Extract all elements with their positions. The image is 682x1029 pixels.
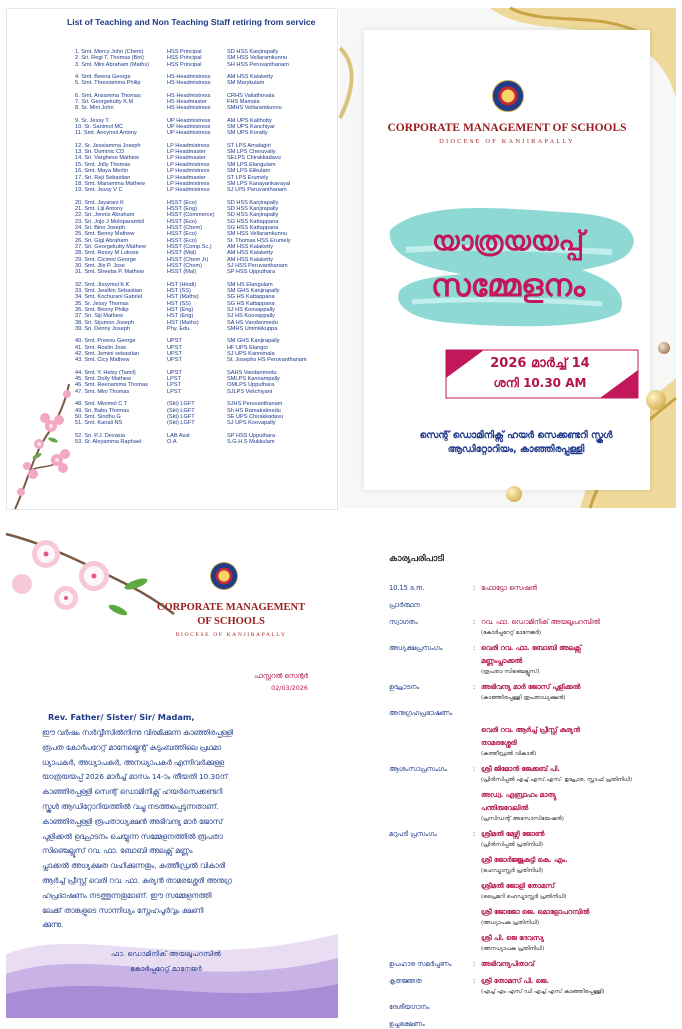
programme-speaker: വെരി റവ. ഫാ. ബോബി അലക്സ് [481,644,582,652]
programme-separator: : [473,977,476,985]
letter-body-line: ആർച്ച് പ്രീസ്റ്റ് വെരി റവ. ഫാ. കുര്യൻ താമരശ്ശേരി അനുഗ്ര [42,875,232,885]
staff-designation: HST (Hindi) [167,281,197,288]
staff-row [75,105,335,111]
staff-name: 14. Sri. Varghese Mathew [75,155,139,162]
staff-row [75,187,335,193]
staff-name: 1. Smt. Mercy John (Chem) [75,49,144,55]
staff-name: 24. Sri. Bino Joseph [75,224,126,231]
staff-school: SM LPS Elikulam [227,168,271,175]
programme-role: അധ്യക്ഷപ്രസംഗം [389,644,443,652]
programme-speaker: ശ്രീ ജോർജ്ജുകുട്ടി കെ. എം. [481,856,568,864]
programme-role: ആശംസാപ്രസംഗം [389,765,447,773]
staff-school: SJ HS Koovappally [227,313,275,320]
staff-name: 5. Smt. Thresiamma Philip [75,80,141,87]
staff-name: 36. Smt. Benny Philip [75,307,129,314]
staff-name: 41. Smt. Roslin Jose [75,344,127,351]
staff-school: SA HS Vandanmedu [227,319,278,326]
staff-school: SJ HS Koovappally [227,307,275,314]
programme-speaker: ശ്രീ ജിമോൻ ജേക്കബ് പി. [481,765,560,773]
staff-row [75,62,335,68]
staff-designation: (Skt) LGFT [167,401,195,408]
staff-school: AM HSS Kalaketty [227,256,274,263]
staff-school: AM HSS Kalaketty [227,250,274,257]
staff-school: SJ HSS Peruvanthanam [227,262,288,269]
staff-school: SM LPS Kanayankavayal [227,180,291,187]
programme-role: കൃതജ്ഞത [389,977,422,985]
programme-speaker: അഡ്വ. എബ്രാഹം മാത്യു [481,791,557,799]
programme-speaker: ശ്രീ തോമസ് പി. ജെ. [481,977,549,985]
staff-school: SM GHS Kanjirapally [227,338,280,345]
staff-designation: LP Headmistress [167,168,210,175]
staff-name: 8. Sr. Mini John [75,105,114,112]
staff-school: SM HSS Vellaramkunnu [227,231,288,238]
staff-name: 45. Smt. Dolly Mathew [75,376,131,383]
staff-name: 39. Sri. Denny Joseph [75,326,131,333]
staff-name: 51. Smt. Kairali NS [75,420,123,427]
staff-name: 47. Smt. Mini Thomas [75,388,130,395]
staff-designation: LP Headmaster [167,174,206,181]
letter-body-line: ഈ വർഷം സർവ്വീസിൽനിന്നു വിരമിക്കുന്ന കാഞ്ഞിരപ്പള്ളി [42,728,233,737]
staff-designation: HSST (Eco) [167,237,197,244]
gold-bead-icon [646,390,666,410]
letter-body-line: യാത്രയയപ്പ് 2026 മാർച്ച് മാസം 14-ാം തീയതി 10.30ന് [42,772,228,782]
staff-name: 15. Smt. Jolly Thomas [75,161,131,168]
diocese-seal-icon [210,562,238,590]
staff-school: SE UPS Chirakkadavu [227,413,284,420]
signatory-title: കോർപ്പറേറ്റ് മാനേജർ [130,964,202,973]
staff-name: 52. Sri. P.J. Devasia [75,432,125,439]
letter-body [42,726,312,933]
event-venue: സെന്റ് ഡൊമിനിക്സ് ഹയർ സെക്കണ്ടറി സ്കൂൾ [419,430,613,441]
programme-separator: : [473,584,476,592]
programme-speaker-note: (പ്രൈമറി ഹെഡ്മാസ്റ്റർ പ്രതിനിധി) [481,894,567,900]
staff-school: SMHS Vellaramkunnu [227,105,282,112]
programme-speaker: അഭിവന്ദ്യ മാർ ജോസ് പുളിക്കൽ [481,683,581,691]
staff-school: SM GHS Kanjirapally [227,288,280,294]
staff-school: SM HSS Vellaramkunnu [227,55,288,62]
staff-school: SM UPS Kanchiyar [227,124,275,131]
programme-speaker-note: (രൂപതാ സിഞ്ചെല്ലൂസ്) [481,669,540,675]
staff-school: SJ UPS Kannimala [227,351,275,358]
staff-name: 17. Sri. Reji Sebastian [75,174,131,181]
event-time: ശനി 10.30 AM [493,376,587,390]
programme-role: മറുപടി പ്രസംഗം [389,830,437,838]
staff-designation: LP Headmistress [167,161,210,168]
staff-name: 35. Sr. Jessy Thomas [75,300,129,307]
staff-designation: LP Headmistress [167,180,210,187]
programme-speaker-note: (പ്രിൻസിപ്പൽ എച്ച്.എസ്.എസ്. ഉദ്ഘാര, സ്റ്റാഫ് പ്രതിനിധി) [481,777,633,783]
staff-name: 33. Smt. Jwalkin Sebastian [75,288,143,294]
staff-row [75,326,335,332]
staff-designation: HSST (Eco) [167,218,197,225]
staff-name: 37. Sri. Siji Mathew [75,313,123,320]
cover-card [364,30,650,490]
staff-designation: HSS Principal [167,55,202,62]
programme-role: പ്രാർത്ഥന [389,601,420,609]
staff-name: 49. Sri. Babu Thomas [75,407,129,414]
letter-body-line: ധ്യാപകർ, അധ്യാപകർ, അനധ്യാപകർ എന്നിവർക്കുള്ള [42,757,224,767]
programme-role: അനുഗ്രഹപ്രഭാഷണം [389,709,453,717]
programme-speaker: ശ്രീമതി മേഴ്സി ജോൺ [481,830,545,838]
staff-school: OMLPS Upputhara [227,382,275,389]
staff-name: 20. Smt. Jayarani K [75,199,124,206]
turquoise-brush-stroke [382,190,638,340]
staff-row [75,389,335,395]
programme-speaker: ശ്രീ ജോജോ ജെ. മൊളോപറമ്പിൽ [481,908,590,916]
staff-name: 7. Sri. Georgekutty K.M [75,99,134,106]
programme-speaker-line2: മണ്ണംപ്ലാക്കൽ [481,657,523,665]
staff-school: SM HS Elangulam [227,281,273,288]
salutation: Rev. Father/ Sister/ Sir/ Madam, [48,712,195,722]
staff-name: 6. Smt. Ansamma Thomas [75,92,141,99]
staff-designation: UPST [167,369,182,376]
staff-name: 9. Sr. Jessy T. [75,117,110,124]
staff-designation: HSS Principal [167,61,202,68]
staff-name: 23. Sri. Jojo J Moloparambil [75,218,145,225]
signatory-name: ഫാ. ഡൊമിനിക് അയലൂപറമ്പിൽ [110,949,222,958]
staff-row [75,269,335,275]
staff-school: SP HSS Upputhara [227,269,276,276]
staff-name: 27. Sri. Georgekutty Mathew [75,243,146,250]
staff-name: 25. Smt. Benny Mathew [75,231,135,238]
cherry-blossom-decoration [9,374,73,514]
letter-body-line: സിഞ്ചെല്ലൂസ് റവ. ഫാ. ബോബി അലക്സ് മണ്ണം [42,846,193,856]
staff-designation: HS Headmistress [167,92,211,99]
staff-school: SD HSS Kanjirapally [227,199,279,206]
programme-speaker: വെരി റവ. ആർച്ച് പ്രീസ്റ്റ് കുര്യൻ [481,726,580,734]
staff-designation: HSST (Chem) [167,224,203,231]
staff-name: 29. Smt. Cicimol George [75,256,136,263]
staff-name: 42. Smt. Jemini sebastian [75,351,140,358]
letter-body-line: ലേക്ക് താങ്കളുടെ സാന്നിധ്യം സ്നേഹപൂർവ്വം ക്ഷണി [42,905,204,915]
staff-designation: (Skt) LGFT [167,420,195,427]
staff-designation: HST (SS) [167,288,191,294]
staff-designation: (Skt) LGFT [167,407,195,414]
staff-designation: LP Headmaster [167,149,206,156]
letter-body-line: കാഞ്ഞിരപ്പള്ളി രൂപതാധ്യക്ഷൻ അഭിവന്ദ്യ മാർ ജോസ് [42,816,223,826]
staff-row [75,420,335,426]
staff-name: 38. Sri. Sijumon Joseph [75,319,135,326]
programme-speaker-note: (പ്രസിഡന്റ് അസോസിയേഷൻ) [481,816,564,822]
staff-school: SG HSS Kattappana [227,218,279,225]
staff-name: 22. Sri. Jennis Abraham [75,212,135,219]
staff-school: SJ LPS Peruvanthanam [227,187,287,194]
programme-speaker-note: (പ്രിൻസിപ്പൽ പ്രതിനിധി) [481,842,544,848]
staff-designation: Phy. Edu. [167,326,191,333]
invitation-cover [340,8,676,508]
staff-school: CRHS Valiathovala [227,92,275,99]
staff-name: 13. Sri. Dominic CD [75,149,125,156]
staff-designation: HS Headmistress [167,105,211,112]
staff-list-title: List of Teaching and Non Teaching Staff retiring from service [67,17,316,27]
programme-speaker-line2: താമരശ്ശേരി [481,739,517,747]
staff-designation: HST (SS) [167,300,191,307]
programme-separator: : [473,644,476,652]
staff-name: 43. Smt. Cicy Mathew [75,357,130,364]
staff-name: 4. Smt. Beena George [75,74,131,81]
staff-designation: HSS Principal [167,49,202,55]
staff-name: 44. Smt. Y. Helsy (Tamil) [75,369,136,376]
staff-designation: UPST [167,338,182,345]
staff-designation: (Skt) LGFT [167,413,195,420]
diocese-seal-icon [492,80,524,112]
staff-designation: UP Headmistress [167,130,211,137]
staff-school: ST LPS Amalagiri [227,142,271,149]
programme-role: ദേശീയഗാനം [389,1003,430,1011]
programme-role: ഉദ്ഘാടനം [389,683,420,691]
staff-school: SM Marykulam [227,80,265,87]
staff-school: AM HSS Kalaketty [227,243,274,250]
staff-name: 2. Sri. Regi T. Thomas (Bot) [75,55,144,62]
staff-school: SMHS Ummikkuppa [227,326,278,333]
staff-name: 40. Smt. Preenu George [75,338,136,345]
staff-name: 30. Smt. Jils P. Jose [75,262,125,269]
staff-name: 12. Sr. Jessiamma Joseph [75,142,141,149]
staff-name: 21. Smt. Liji Antony [75,205,123,212]
org-title: CORPORATE MANAGEMENT [156,602,306,613]
gold-bead-icon [506,486,522,502]
staff-school: SMLPS Kannampally [227,376,280,383]
staff-designation: HS Headmaster [167,99,207,106]
org-title: CORPORATE MANAGEMENT OF SCHOOLS [387,122,627,134]
staff-designation: LPST [167,382,181,389]
staff-designation: UPST [167,351,182,358]
staff-name: 19. Smt. Jessy V C [75,187,123,194]
staff-school: SG HS Kattappana [227,300,275,307]
staff-school: HF UPS Elangoi [227,344,268,351]
programme-role: ഉച്ചഭക്ഷണം [389,1020,425,1028]
staff-designation: HSST (Mal) [167,269,197,276]
staff-designation: HST (Eng) [167,307,194,314]
staff-designation: UPST [167,344,182,351]
staff-name: 48. Smt. Minimol C T [75,401,128,408]
staff-designation: HST (Maths) [167,294,199,301]
staff-row [75,130,335,136]
event-title-line2: സമ്മേളനം [430,268,586,304]
staff-school: SJ UPS Koovapally [227,420,276,427]
letter-body-line: ക്കുന്നു. [42,920,64,930]
staff-school: St. Thomas HSS Erumely [227,237,291,244]
staff-school: St. Josephs HS Peruvanthanam [227,357,307,364]
staff-school: SM LPS Elangulam [227,161,276,168]
staff-designation: HSST (Comp.Sc.) [167,243,212,250]
staff-designation: HSST (Chem) [167,262,203,269]
programme-speaker-line2: പന്തിരുവേലിൽ [481,804,529,812]
staff-school: SH HSS Peruvanthanam [227,61,289,68]
programme-speaker: ശ്രീ പി. ജെ ദേവസ്യ [481,934,544,942]
staff-name: 11. Smt. Ancymol Antony [75,130,137,137]
programme-speaker: റവ. ഫാ. ഡൊമിനിക് അയലൂപറമ്പിൽ [481,618,600,626]
staff-designation: HSST (Mal) [167,250,197,257]
staff-designation: LAB Asst [167,432,190,439]
staff-school: SM UPS Koratty [227,130,268,137]
event-title-line1: യാത്രയയപ്പ് [432,226,584,257]
staff-school: AM HSS Kalaketty [227,74,274,81]
staff-school: FHS Mamala [227,99,260,106]
programme-speaker-note: (കാഞ്ഞിരപ്പള്ളി രൂപതാധ്യക്ഷൻ) [481,695,566,701]
event-venue-place: ആഡിറ്റോറിയം, കാഞ്ഞിരപ്പള്ളി [447,444,585,455]
staff-school: SELPS Chirakkadavu [227,155,281,162]
staff-school: SM LPS Cheruvally [227,149,276,156]
staff-name: 3. Smt. Mini Abraham (Maths) [75,61,149,68]
cherry-blossom-decoration [6,514,176,634]
letter-body-line: കാഞ്ഞിരപ്പള്ളി സെന്റ് ഡൊമിനിക്സ് ഹയർസെക്കണ്ടറി [42,787,223,797]
staff-designation: LPST [167,376,181,383]
letter-place: പാസ്റ്ററൽ സെന്റർ [254,672,308,680]
staff-school: SD HSS Kanjirapally [227,205,279,212]
staff-designation: LP Headmistress [167,142,210,149]
pearl-bead-icon [658,342,670,354]
staff-designation: HSST (Eng) [167,205,198,212]
staff-school: ST LPS Erumely [227,174,269,181]
programme-separator: : [473,618,476,626]
staff-designation: UP Headmistress [167,117,211,124]
staff-school: SD HSS Kanjirapally [227,49,279,55]
staff-rows [75,49,335,445]
programme-speaker-note: (അനധ്യാപക പ്രതിനിധി) [481,946,545,952]
letter-body-line: പ്ലാക്കൽ അധ്യക്ഷത വഹിക്കുന്നതും, കത്തീഡ്രൽ വികാരി [42,861,226,871]
staff-school: SJHS Peruvanthanam [227,401,283,408]
staff-designation: HSST (Commerce) [167,212,215,219]
staff-designation: LP Headmaster [167,155,206,162]
staff-designation: LP Headmistress [167,187,210,194]
staff-name: 32. Smt. Jissymol K.K [75,281,130,288]
staff-school: SG HSS Kattappana [227,224,279,231]
staff-designation: HSST (Eco) [167,231,197,238]
programme-speaker-note: (എച്ച് എം എസ് ഡി എച്ച് എസ് കാഞ്ഞിരപ്പള്ളി) [481,989,605,995]
programme-separator: : [473,830,476,838]
staff-school: SD HSS Kanjirapally [227,212,279,219]
programme-separator: : [473,960,476,968]
staff-designation: HS Headmistress [167,74,211,81]
programme-speaker: ശ്രീമതി ജോളി തോമസ് [481,882,555,890]
staff-row [75,357,335,363]
letter-date: 02/03/2026 [271,684,308,692]
staff-school: AM UPS Kalthotty [227,117,272,124]
org-subtitle: DIOCESE OF KANJIRAPALLY [439,138,575,145]
programme-separator: : [473,765,476,773]
programme-page [343,514,677,1028]
programme-role: സ്വാഗതം [389,618,418,626]
programme-title: കാര്യപരിപാടി [389,554,444,564]
staff-school: SG HS Kattappana [227,294,275,301]
staff-name: 34. Smt. Kochurani Gabriel [75,294,143,301]
event-date: 2026 മാർച്ച് 14 [490,356,590,371]
staff-row [75,80,335,86]
staff-designation: HS Headmistress [167,80,211,87]
staff-name: 28. Smt. Ressy M Lukose [75,250,139,257]
programme-role: ഉപഹാര സമർപ്പണം [389,960,452,968]
staff-school: Sh HS Ramakalmedu [227,407,281,414]
programme-role: 10.15 a.m. [389,584,425,592]
staff-school: S.G.H.S Mukkulam [227,438,275,445]
letter-body-line: സ്കൂൾ ആഡിറ്റോറിയത്തിൽ വച്ചു നടത്തപ്പെടുന്നതാണ്. [42,801,219,811]
staff-name: 46. Smt. Reenamma Thomas [75,382,148,389]
staff-designation: HST (Maths) [167,319,199,326]
staff-name: 16. Smt. Maya Merlin [75,168,128,175]
programme-speaker: ഫോട്ടോ സെഷൻ [481,584,537,592]
staff-designation: UPST [167,357,182,364]
staff-name: 50. Smt. Sindhu G [75,413,121,420]
programme-speaker-note: (ഹെഡ്മാസ്റ്റർ പ്രതിനിധി) [481,868,544,874]
org-title-line2: OF SCHOOLS [197,616,265,627]
staff-row [75,439,335,445]
letter-body-line: ഹപ്രഭാഷണം നടത്തുന്നതുമാണ്. ഈ സമ്മേളനത്തി [42,890,212,900]
staff-designation: UP Headmistress [167,124,211,131]
org-subtitle: DIOCESE OF KANJIRAPALLY [175,632,287,638]
programme-speaker-note: (അധ്യാപക പ്രതിനിധി) [481,920,540,926]
staff-school: SAHS Vandanmedu [227,369,277,376]
staff-name: 53. Sr. Aleyamma Raphael [75,438,142,445]
staff-name: 18. Smt. Mariamma Mathew [75,180,145,187]
programme-speaker: അഭിവന്ദ്യപിതാവ് [481,960,535,968]
programme-speaker-note: (കോർപ്പറേറ്റ് മാനേജർ) [481,630,542,636]
staff-school: SP HSS Upputhara [227,432,276,439]
staff-school: SJLPS Velichiyani [227,388,273,395]
letter-body-line: പുളിക്കൽ ഉദ്ഘാടനം ചെയ്യുന്ന സമ്മേളനത്തിൽ രൂപതാ [42,831,223,841]
invitation-letter [6,514,338,1018]
staff-retirement-list [6,8,338,510]
staff-designation: HSST (Chem Jr) [167,256,209,263]
programme-speaker-note: (കത്തീഡ്രൽ വികാരി) [481,751,537,757]
staff-name: 10. Sr. Sanimol MC [75,124,124,131]
letter-body-line: രൂപത കോർപറേറ്റ് മാനേജ്മെന്റ് കുടുംബത്തിലെ പ്രഥമാ [42,742,222,752]
staff-name: 31. Smt. Sheeba P. Mathew [75,269,144,276]
programme-separator: : [473,683,476,691]
staff-designation: LPST [167,388,181,395]
staff-designation: HST (Eng) [167,313,194,320]
staff-designation: HSST (Eco) [167,199,197,206]
staff-name: 26. Sri. Gigi Abraham [75,237,129,244]
staff-designation: O.A [167,438,177,445]
